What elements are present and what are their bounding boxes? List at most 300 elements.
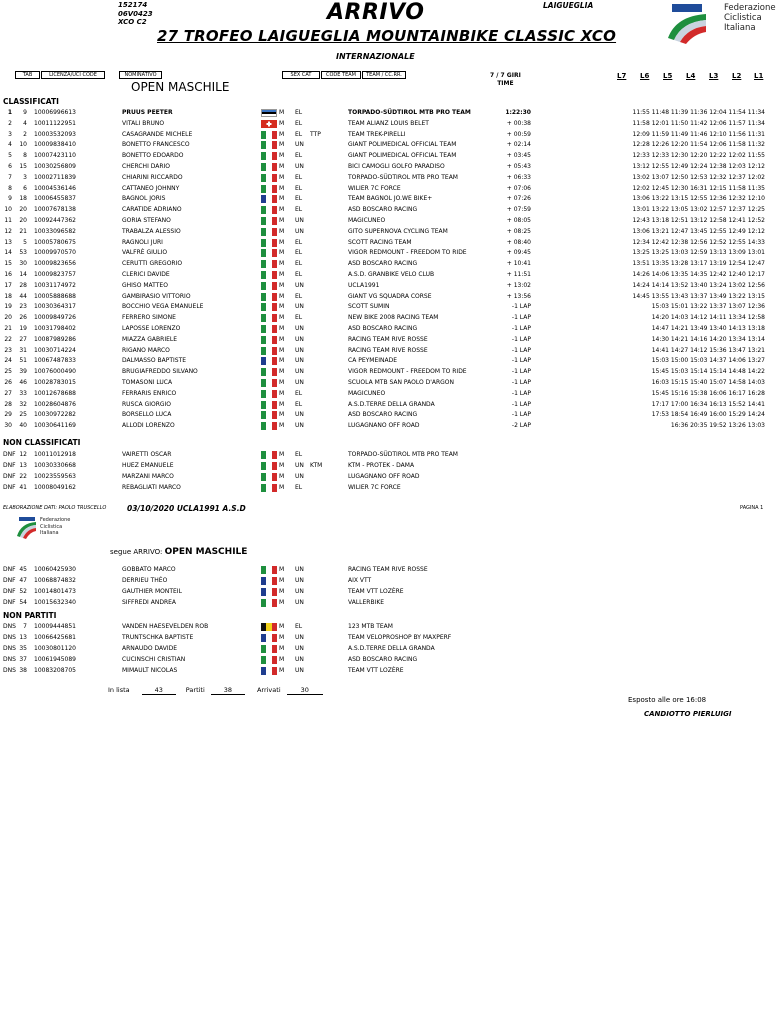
sex-cell: M [279,389,285,397]
bib-cell: 8 [23,152,27,160]
col-l2: L2 [732,72,742,80]
lap-times-cell: 15:45 15:16 15:38 16:06 16:17 16:28 [651,389,765,397]
lap-times-cell: 13:02 13:07 12:50 12:53 12:32 12:37 12:02 [632,173,765,181]
license-cell: 10031174972 [34,281,76,289]
team-cell: WILIER 7C FORCE [348,484,401,491]
col-l1: L1 [754,72,764,80]
license-cell: 10033096582 [34,227,76,235]
license-cell: 10012678688 [34,389,76,397]
rank-cell: 18 [4,292,12,300]
table-row [0,656,768,664]
lap-times-cell: 11:55 11:48 11:39 11:36 12:04 11:54 11:34 [632,109,765,116]
bib-cell: 7 [23,623,27,630]
fci-logo-small-icon [16,516,40,540]
ita-flag-icon [261,401,277,409]
time-cell: + 00:38 [506,119,531,127]
ita-flag-icon [261,422,277,430]
bib-cell: 26 [19,314,27,322]
lap-times-cell: 13:25 13:25 13:03 12:59 13:13 13:09 13:01 [632,249,765,257]
table-row [0,401,768,409]
license-cell: 10061945089 [34,656,76,663]
rank-cell: 8 [8,184,12,192]
ita-flag-icon [261,206,277,214]
code-team-cell: TTP [310,130,321,138]
lap-times-cell: 12:34 12:42 12:38 12:56 12:52 12:55 14:33 [632,238,765,246]
rank-cell: 19 [4,303,12,311]
team-cell: VALLERBIKE [348,599,385,606]
sex-cell: M [279,357,285,365]
table-row [0,411,768,419]
bel-flag-icon [261,623,277,631]
sex-cell: M [279,195,285,203]
sex-cell: M [279,271,285,278]
sui-flag-icon [261,120,277,128]
sex-cell: M [279,281,285,289]
time-cell: + 08:05 [506,217,531,224]
ita-flag-icon [261,451,277,459]
rider-name-cell: CLERICI DAVIDE [122,271,170,278]
fra-flag-icon [261,634,277,642]
team-cell: A.S.D.TERRE DELLA GRANDA [348,645,435,652]
bib-cell: 54 [19,599,27,606]
license-cell: 10005888688 [34,292,76,300]
lap-times-cell: 12:28 12:26 12:20 11:54 12:06 11:58 11:32 [632,141,765,149]
team-cell: AIX VTT [348,577,372,584]
category-cell: UN [295,577,304,584]
ita-flag-icon [261,347,277,355]
team-cell: MAGICUNEO [348,389,386,397]
col-l5: L5 [663,72,673,80]
rank-cell: 20 [4,314,12,322]
license-cell: 10006996613 [34,109,76,116]
table-row [0,141,768,149]
bib-cell: 32 [19,400,27,408]
ita-flag-icon [261,645,277,653]
table-row [0,185,768,193]
team-cell: ASD BOSCARO RACING [348,260,418,268]
team-cell: TORPADO-SÜDTIROL MTB PRO TEAM [348,109,471,116]
category-cell: EL [295,195,303,203]
license-cell: 10068874832 [34,577,76,584]
rank-cell: DNS [3,623,16,630]
category-cell: EL [295,249,303,257]
judge-name: CANDIOTTO PIERLUIGI [644,710,732,718]
sex-cell: M [279,368,285,376]
rank-cell: 7 [8,173,12,181]
sex-cell: M [279,217,285,224]
finished-value: 30 [287,686,323,695]
ita-flag-icon [261,379,277,387]
posted-time: Esposto alle ore 16:08 [628,696,707,704]
table-row [0,131,768,139]
rider-name-cell: GAUTHIER MONTEIL [122,588,182,595]
page-number: PAGINA 1 [740,505,764,511]
category-cell: UN [295,634,304,641]
ita-flag-icon [261,484,277,492]
ita-flag-icon [261,336,277,344]
license-cell: 10067487833 [34,357,76,365]
rider-name-cell: GORIA STEFANO [122,217,171,224]
lap-times-cell: 13:06 13:21 12:47 13:45 12:55 12:49 12:12 [632,227,765,235]
table-row [0,152,768,160]
rank-cell: DNS [3,645,16,652]
rider-name-cell: TOMASONI LUCA [122,379,173,386]
location: LAIGUEGLIA [543,1,594,10]
fra-flag-icon [261,588,277,596]
ita-flag-icon [261,303,277,311]
license-cell: 10030801120 [34,645,76,652]
table-row [0,206,768,214]
col-tab: TAB [15,71,40,79]
ita-flag-icon [261,390,277,398]
table-row [0,174,768,182]
category-cell: UN [295,335,304,343]
lap-times-cell: 14:45 13:55 13:43 13:37 13:49 13:22 13:15 [632,292,765,300]
time-cell: -1 LAP [511,379,531,386]
bib-cell: 52 [19,588,27,595]
time-cell: -1 LAP [511,314,531,322]
category-cell: UN [295,645,304,652]
team-cell: MAGICUNEO [348,217,386,224]
time-cell: + 07:06 [506,184,531,192]
category-cell: EL [295,152,303,160]
time-cell: + 03:45 [506,152,531,160]
sex-cell: M [279,119,285,127]
table-row [0,239,768,247]
category-cell: EL [295,130,303,138]
bib-cell: 39 [19,368,27,376]
team-cell: LUGAGNANO OFF ROAD [348,422,420,430]
time-cell: + 05:43 [506,163,531,170]
license-cell: 10009444851 [34,623,76,630]
ita-flag-icon [261,141,277,149]
bib-cell: 12 [19,451,27,458]
license-cell: 10030641169 [34,422,76,430]
license-cell: 10006455837 [34,195,76,203]
rider-name-cell: RAGNOLI JURI [122,238,163,246]
rider-name-cell: BONETTO FRANCESCO [122,141,190,149]
section-not-started: NON PARTITI [3,611,57,620]
sex-cell: M [279,462,285,469]
sex-cell: M [279,400,285,408]
table-row [0,109,768,117]
rider-name-cell: BORSELLO LUCA [122,411,172,419]
time-cell: + 07:26 [506,195,531,203]
sex-cell: M [279,599,285,606]
ita-flag-icon [261,293,277,301]
time-cell: 1:22:30 [505,109,531,116]
lap-times-cell: 14:47 14:21 13:49 13:40 14:13 13:18 [651,325,765,332]
license-cell: 10014801473 [34,588,76,595]
sex-cell: M [279,184,285,192]
table-row [0,462,768,470]
license-cell: 10011122951 [34,119,76,127]
team-cell: RACING TEAM RIVE ROSSE [348,335,428,343]
rank-cell: 24 [4,357,12,365]
team-cell: BICI CAMOGLI GOLFO PARADISO [348,163,445,170]
event-subtitle: INTERNAZIONALE [336,52,415,61]
rider-name-cell: BAGNOL JORIS [122,195,166,203]
sex-cell: M [279,206,285,214]
ita-flag-icon [261,163,277,171]
rank-cell: 30 [4,422,12,430]
category-cell: UN [295,303,304,311]
rank-cell: 2 [8,119,12,127]
rank-cell: 6 [8,163,12,170]
category-cell: EL [295,119,303,127]
bib-cell: 13 [19,462,27,469]
time-cell: + 08:40 [506,238,531,246]
rider-name-cell: ARNAUDO DAVIDE [122,645,178,652]
category-cell: EL [295,314,303,322]
license-cell: 10028604876 [34,400,76,408]
team-cell: SCOTT RACING TEAM [348,238,412,246]
ita-flag-icon [261,599,277,607]
bib-cell: 2 [23,130,27,138]
team-cell: TEAM VTT LOZÈRE [348,588,404,595]
rider-name-cell: MIAZZA GABRIELE [122,335,178,343]
rank-cell: DNF [3,473,16,480]
time-cell: + 13:02 [506,281,531,289]
rider-name-cell: RIGANO MARCO [122,346,170,354]
table-row [0,195,768,203]
license-cell: 10083208705 [34,667,76,674]
bib-cell: 33 [19,389,27,397]
team-cell: SCOTT SUMIN [348,303,390,311]
bib-cell: 5 [23,238,27,246]
license-cell: 10009838410 [34,141,76,149]
table-row [0,347,768,355]
category-cell: UN [295,281,304,289]
team-cell: RACING TEAM RIVE ROSSE [348,566,428,573]
rank-cell: 17 [4,281,12,289]
bib-cell: 41 [19,484,27,491]
rank-cell: 15 [4,260,12,268]
category-title: OPEN MASCHILE [131,80,230,94]
section-not-classified: NON CLASSIFICATI [3,438,81,447]
rider-name-cell: CERUTTI GREGORIO [122,260,183,268]
license-cell: 10030330668 [34,462,76,469]
rider-name-cell: GHISO MATTEO [122,281,168,289]
ita-flag-icon [261,249,277,257]
team-cell: TEAM TREK-PIRELLI [348,130,406,138]
rider-name-cell: CATTANEO JOHNNY [122,184,180,192]
team-cell: LUGAGNANO OFF ROAD [348,473,420,480]
rider-name-cell: CARATIDE ADRIANO [122,206,182,214]
table-row [0,451,768,459]
rank-cell: DNS [3,634,16,641]
ita-flag-icon [261,314,277,322]
bib-cell: 35 [19,645,27,652]
rider-name-cell: SIFFREDI ANDREA [122,599,177,606]
rider-name-cell: PRUUS PEETER [122,109,173,116]
continuation-label: segue ARRIVO: OPEN MASCHILE [110,547,248,557]
license-cell: 10030364317 [34,303,76,311]
lap-times-cell: 16:03 15:15 15:40 15:07 14:58 14:03 [651,379,765,386]
bib-cell: 44 [19,292,27,300]
col-license: LICENZA/UCI CODE [41,71,105,79]
category-cell: EL [295,451,303,458]
category-cell: UN [295,217,304,224]
ita-flag-icon [261,473,277,481]
bib-cell: 20 [19,206,27,214]
data-processing: ELABORAZIONE DATI: PAOLO TRUSCELLO [3,505,107,511]
bib-cell: 14 [19,271,27,278]
bib-cell: 3 [23,173,27,181]
sex-cell: M [279,163,285,170]
time-cell: + 11:51 [506,271,531,278]
category-cell: UN [295,588,304,595]
category-cell: EL [295,206,303,214]
bib-cell: 23 [19,303,27,311]
category-cell: EL [295,389,303,397]
rider-name-cell: CASAGRANDE MICHELE [122,130,193,138]
time-cell: -2 LAP [511,422,531,430]
rider-name-cell: FERRARIS ENRICO [122,389,177,397]
category-cell: EL [295,260,303,268]
lap-times-cell: 17:53 18:54 16:49 16:00 15:29 14:24 [651,411,765,419]
ita-flag-icon [261,462,277,470]
lap-times-cell: 11:58 12:01 11:50 11:42 12:06 11:57 11:34 [632,119,765,127]
table-row [0,588,768,596]
rider-name-cell: GAMBIRASIO VITTORIO [122,292,191,300]
rank-cell: DNF [3,484,16,491]
rank-cell: 28 [4,400,12,408]
table-row [0,599,768,607]
rider-name-cell: CUCINSCHI CRISTIAN [122,656,186,663]
category-cell: EL [295,109,303,116]
time-cell: + 09:45 [506,249,531,257]
team-cell: TEAM ALIANZ LOUIS BELET [348,119,429,127]
sex-cell: M [279,173,285,181]
sex-cell: M [279,314,285,322]
sex-cell: M [279,227,285,235]
license-cell: 10008049162 [34,484,76,491]
est-flag-icon [261,109,277,117]
table-row [0,623,768,631]
team-cell: 123 MTB TEAM [348,623,393,630]
rider-name-cell: FERRERO SIMONE [122,314,176,322]
bib-cell: 4 [23,119,27,127]
team-cell: GIANT VG SQUADRA CORSE [348,292,432,300]
rank-cell: DNF [3,462,16,469]
license-cell: 10087989286 [34,335,76,343]
federation-logo-small [16,516,76,540]
col-sex-cat: SEX CAT [282,71,320,79]
team-cell: GIANT POLIMEDICAL OFFICIAL TEAM [348,152,457,160]
time-cell: -1 LAP [511,400,531,408]
table-row [0,336,768,344]
bib-cell: 47 [19,577,27,584]
lap-times-cell: 16:36 20:35 19:52 13:26 13:03 [670,422,765,430]
rank-cell: 26 [4,379,12,386]
license-cell: 10003532093 [34,130,76,138]
col-l4: L4 [686,72,696,80]
lap-times-cell: 17:17 17:00 16:34 16:13 15:52 14:41 [651,400,765,408]
sex-cell: M [279,484,285,491]
bib-cell: 18 [19,195,27,203]
rider-name-cell: VAIRETTI OSCAR [122,451,172,458]
time-cell: -1 LAP [511,411,531,419]
rank-cell: 29 [4,411,12,419]
bib-cell: 10 [19,141,27,149]
table-row [0,325,768,333]
license-cell: 10005780675 [34,238,76,246]
rank-cell: DNF [3,577,16,584]
team-cell: ASD BOSCARO RACING [348,206,418,214]
sex-cell: M [279,260,285,268]
rank-cell: 27 [4,389,12,397]
license-cell: 10092447362 [34,217,76,224]
team-cell: CA PEYMEINADE [348,357,398,365]
bib-cell: 30 [19,260,27,268]
license-cell: 10004536146 [34,184,76,192]
sex-cell: M [279,634,285,641]
sex-cell: M [279,566,285,573]
rider-name-cell: DALMASSO BAPTISTE [122,357,187,365]
rider-name-cell: TRUNTSCHKA BAPTISTE [122,634,194,641]
rank-cell: 5 [8,152,12,160]
col-giri: 7 / 7 GIRI TIME [490,72,521,87]
category-cell: UN [295,325,304,332]
license-cell: 10002711839 [34,173,76,181]
ita-flag-icon [261,566,277,574]
col-l3: L3 [709,72,719,80]
fra-flag-icon [261,577,277,585]
license-cell: 10030256809 [34,163,76,170]
rank-cell: 4 [8,141,12,149]
in-list-value: 43 [142,686,176,695]
table-row [0,314,768,322]
team-cell: VIGOR REDMOUNT - FREEDOM TO RIDE [348,368,467,376]
team-cell: WILIER 7C FORCE [348,184,401,192]
team-cell: NEW BIKE 2008 RACING TEAM [348,314,439,322]
rank-cell: 14 [4,249,12,257]
race-code-3: XCO C2 [118,18,147,26]
col-l7: L7 [617,72,627,80]
lap-times-cell: 12:43 13:18 12:51 13:12 12:58 12:41 12:52 [632,217,765,224]
sex-cell: M [279,645,285,652]
rank-cell: 1 [7,109,12,116]
table-row [0,634,768,642]
bib-cell: 31 [19,346,27,354]
rider-name-cell: VALFRÈ GIULIO [122,249,168,257]
lap-times-cell: 14:20 14:03 14:12 14:11 13:34 12:58 [651,314,765,322]
bib-cell: 40 [19,422,27,430]
table-row [0,228,768,236]
category-cell: EL [295,623,303,630]
sex-cell: M [279,451,285,458]
lap-times-cell: 15:45 15:03 15:14 15:14 14:48 14:22 [651,368,765,376]
license-cell: 10076000490 [34,368,76,376]
bib-cell: 15 [19,163,27,170]
rider-name-cell: VANDEN HAESEVELDEN ROB [122,623,209,630]
entry-stats [108,686,323,695]
license-cell: 10060425930 [34,566,76,573]
team-cell: ASD BOSCARO RACING [348,656,418,663]
rank-cell: 22 [4,335,12,343]
sex-cell: M [279,411,285,419]
table-row [0,120,768,128]
table-row [0,368,768,376]
team-cell: A.S.D.TERRE DELLA GRANDA [348,400,435,408]
bib-cell: 21 [19,227,27,235]
lap-times-cell: 14:24 14:14 13:52 13:40 13:24 13:02 12:56 [632,281,765,289]
rank-cell: 21 [4,325,12,332]
team-cell: GIANT POLIMEDICAL OFFICIAL TEAM [348,141,457,149]
sex-cell: M [279,656,285,663]
rider-name-cell: CHERCHI DARIO [122,163,171,170]
